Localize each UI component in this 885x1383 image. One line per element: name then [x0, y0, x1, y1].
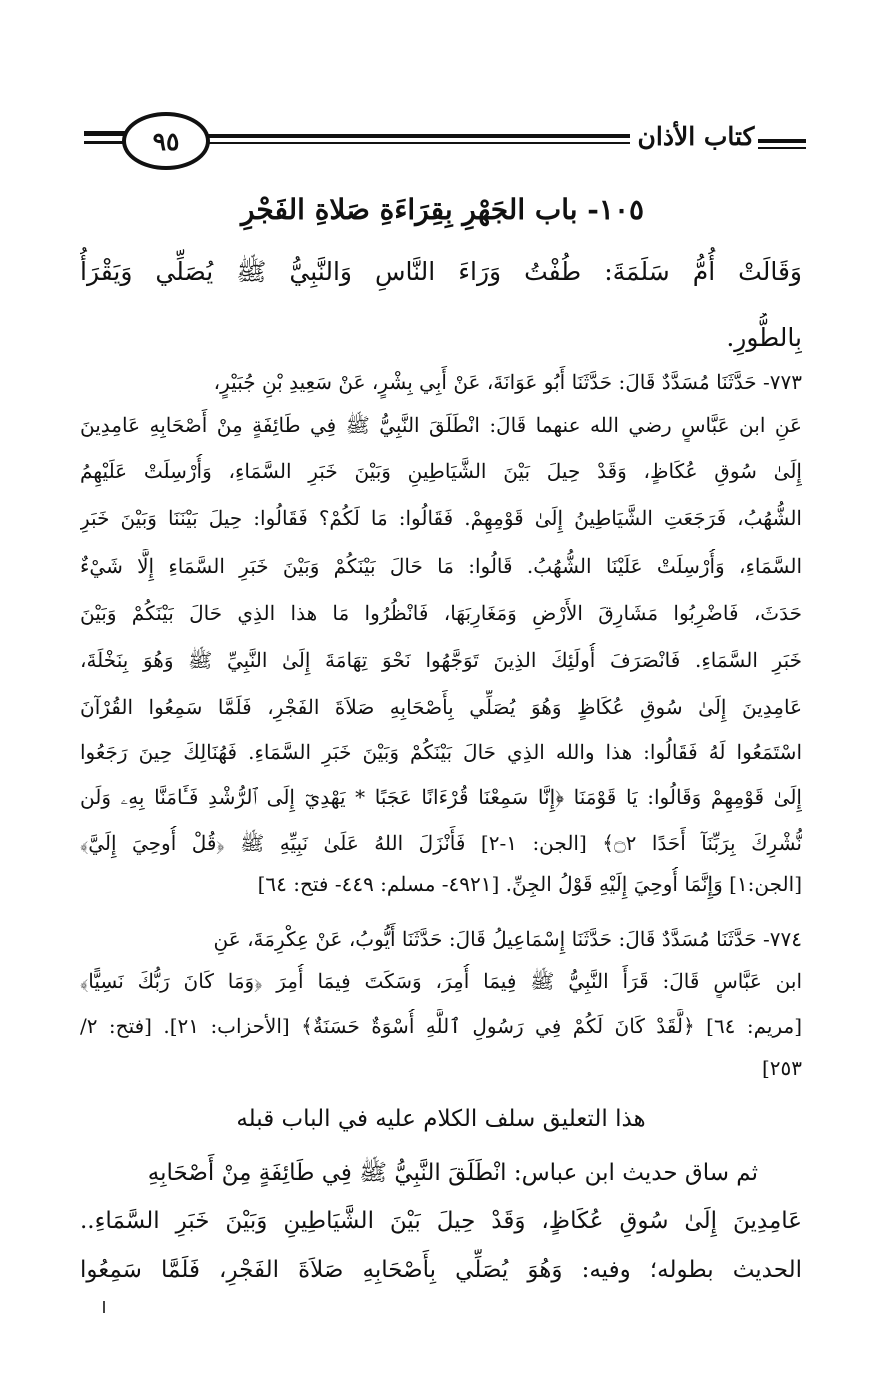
- page-number-badge: [122, 112, 210, 170]
- intro-line: وَقَالَتْ أُمُّ سَلَمَةَ: طُفْتُ وَرَاءَ النَّاسِ وَالنَّبِيُّ ﷺ يُصَلِّي وَيَقْرَأُ: [80, 257, 802, 286]
- section-heading: هذا التعليق سلف الكلام عليه في الباب قبله: [236, 1106, 646, 1132]
- hadith-773-line: ٧٧٣- حَدَّثَنَا مُسَدَّدٌ قَالَ: حَدَّثَنَا أَبُو عَوَانَةَ، عَنْ أَبِي بِشْرٍ، عَنْ سَعِيدِ بْنِ جُبَيْرٍ،: [213, 370, 802, 394]
- header-rule-right: [758, 139, 806, 143]
- commentary-line: عَامِدِينَ إِلَىٰ سُوقِ عُكَاظٍ، وَقَدْ حِيلَ بَيْنَ الشَّيَاطِينِ وَبَيْنَ خَبَرِ السَّمَاءِ..: [80, 1208, 802, 1234]
- print-speck: [103, 1301, 105, 1313]
- hadith-774-line: ابن عَبَّاسٍ قَالَ: قَرَأَ النَّبِيُّ ﷺ فِيمَا أُمِرَ، وَسَكَتَ فِيمَا أُمِرَ ﴿وَمَا كَانَ رَبُّكَ نَسِيًّا﴾: [80, 969, 802, 993]
- commentary-line: ثم ساق حديث ابن عباس: انْطَلَقَ النَّبِيُّ ﷺ فِي طَائِفَةٍ مِنْ أَصْحَابِهِ: [147, 1160, 758, 1186]
- hadith-773-line: خَبَرِ السَّمَاءِ. فَانْصَرَفَ أُولَئِكَ الذِينَ تَوَجَّهُوا نَحْوَ تِهَامَةَ إِلَىٰ النَّبِيِّ ﷺ وَهُوَ بِنَخْلَةَ،: [80, 648, 802, 672]
- header-rule: [190, 134, 630, 138]
- intro-line: بِالطُّورِ.: [726, 323, 802, 352]
- hadith-773-line: الشُّهُبُ، فَرَجَعَتِ الشَّيَاطِينُ إِلَىٰ قَوْمِهِمْ. فَقَالُوا: مَا لَكُمْ؟ فَقَالُوا: حِيلَ بَيْنَنَا وَبَيْنَ خَبَرِ: [80, 506, 802, 530]
- hadith-773-line: نُّشْرِكَ بِرَبِّنَآ أَحَدًا ۝٢﴾ [الجن: ١-٢] فَأَنْزَلَ اللهُ عَلَىٰ نَبِيِّهِ ﷺ ﴿قُلْ أُوحِيَ إِلَيَّ﴾: [80, 831, 802, 855]
- page-number: ٩٥: [152, 126, 180, 156]
- hadith-774-line: [مريم: ٦٤] ﴿لَّقَدْ كَانَ لَكُمْ فِي رَسُولِ ٱللَّهِ أُسْوَةٌ حَسَنَةٌ﴾ [الأحزاب: ٢١]. [فتح: ٢/: [80, 1014, 802, 1038]
- commentary-line: الحديث بطوله؛ وفيه: وَهُوَ يُصَلِّي بِأَصْحَابِهِ صَلاَةَ الفَجْرِ، فَلَمَّا سَمِعُوا: [80, 1257, 802, 1283]
- hadith-774-line: ٧٧٤- حَدَّثَنَا مُسَدَّدٌ قَالَ: حَدَّثَنَا إِسْمَاعِيلُ قَالَ: حَدَّثَنَا أَيُّوبُ، عَنْ عِكْرِمَةَ، عَنِ: [213, 927, 802, 951]
- header-rule-right-thin: [758, 147, 806, 149]
- header-rule-thin: [190, 142, 630, 144]
- hadith-774-line: ٢٥٣]: [761, 1056, 802, 1080]
- hadith-773-line: حَدَثَ، فَاضْرِبُوا مَشَارِقَ الأَرْضِ وَمَغَارِبَهَا، فَانْظُرُوا مَا هذا الذِي حَالَ بَيْنَكُمْ وَبَيْنَ: [80, 601, 802, 625]
- hadith-773-line: [الجن:١] وَإِنَّمَا أُوحِيَ إِلَيْهِ قَوْلُ الجِنِّ. [٤٩٢١- مسلم: ٤٤٩- فتح: ٦٤]: [257, 872, 802, 896]
- hadith-773-line: اسْتَمَعُوا لَهُ فَقَالُوا: هذا والله الذِي حَالَ بَيْنَكُمْ وَبَيْنَ خَبَرِ السَّمَاءِ. فَهُنَالِكَ حِينَ رَجَعُوا: [80, 740, 802, 764]
- chapter-heading: ١٠٥- باب الجَهْرِ بِقِرَاءَةِ صَلاةِ الفَجْرِ: [240, 193, 645, 226]
- hadith-773-line: إِلَىٰ قَوْمِهِمْ وَقَالُوا: يَا قَوْمَنَا ﴿إِنَّا سَمِعْنَا قُرْءَانًا عَجَبًا * يَهْدِيٓ إِلَى ٱلرُّشْدِ فَـَٔامَنَّا بِهِۦ وَلَن: [80, 785, 802, 809]
- hadith-773-line: إِلَىٰ سُوقِ عُكَاظٍ، وَقَدْ حِيلَ بَيْنَ الشَّيَاطِينِ وَبَيْنَ خَبَرِ السَّمَاءِ، وَأُرْسِلَتْ عَلَيْهِمُ: [80, 459, 802, 483]
- hadith-773-line: عَنِ ابن عَبَّاسٍ رضي الله عنهما قَالَ: انْطَلَقَ النَّبِيُّ ﷺ فِي طَائِفَةٍ مِنْ أَصْحَابِهِ عَامِدِينَ: [80, 413, 802, 437]
- running-header-title: كتاب الأذان: [637, 122, 755, 151]
- hadith-773-line: عَامِدِينَ إِلَىٰ سُوقِ عُكَاظٍ وَهُوَ يُصَلِّي بِأَصْحَابِهِ صَلاَةَ الفَجْرِ، فَلَمَّا سَمِعُوا القُرْآنَ: [80, 695, 802, 719]
- hadith-773-line: السَّمَاءِ، وَأُرْسِلَتْ عَلَيْنَا الشُّهُبُ. قَالُوا: مَا حَالَ بَيْنَكُمْ وَبَيْنَ خَبَرِ السَّمَاءِ إِلَّا شَيْءٌ: [80, 554, 802, 578]
